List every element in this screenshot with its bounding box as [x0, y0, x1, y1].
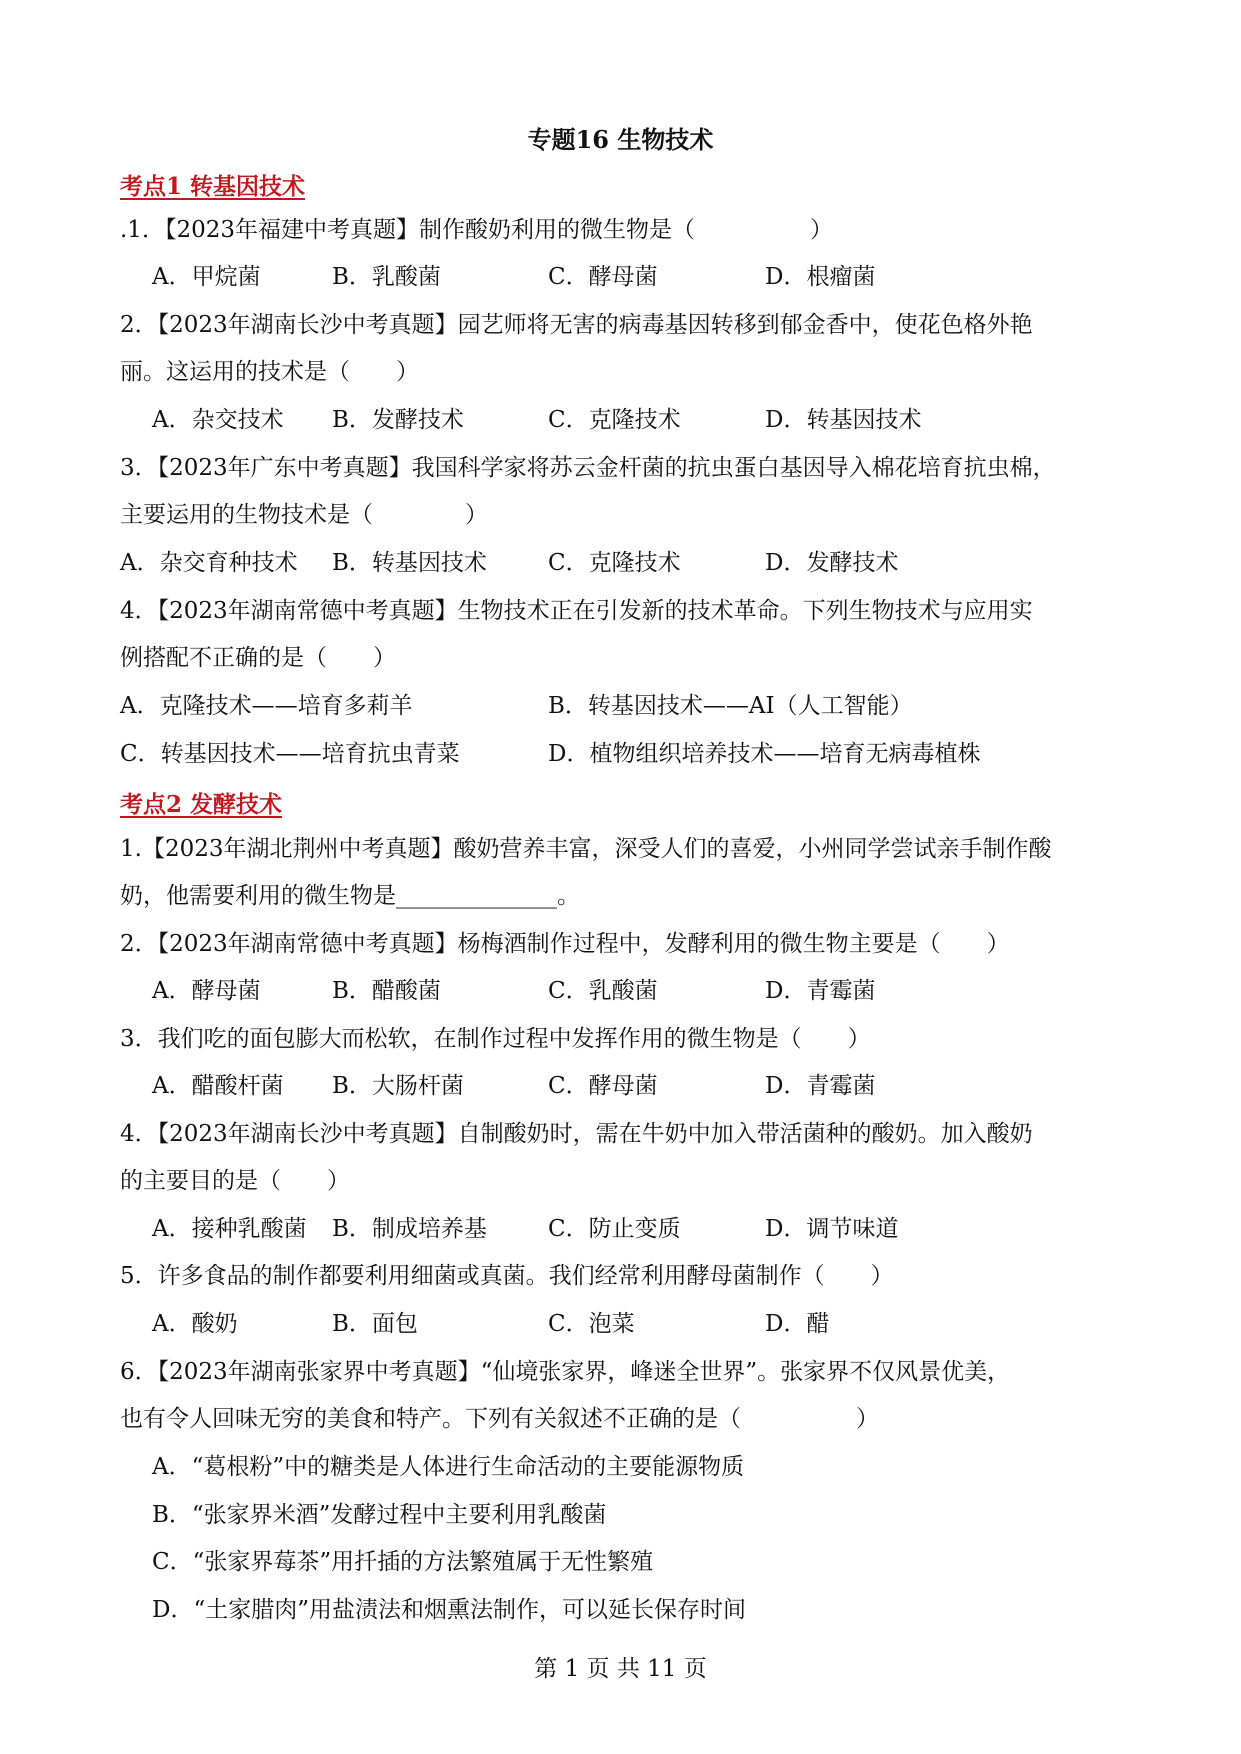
option-a: A．酸奶: [152, 1311, 238, 1337]
option-c: C．克隆技术: [548, 550, 681, 576]
option-a: A．克隆技术——培育多莉羊: [120, 693, 413, 719]
option-b: B．大肠杆菌: [332, 1073, 464, 1099]
option-a: A．杂交技术: [152, 407, 284, 433]
option-c: C．泡菜: [548, 1311, 635, 1337]
question-text: 主要运用的生物技术是（ ）: [120, 502, 488, 528]
option-d: D．转基因技术: [765, 407, 922, 433]
option-b: B．发酵技术: [332, 407, 464, 433]
page-number: 第 1 页 共 11 页: [534, 1656, 707, 1682]
option-c: C．“张家界莓茶”用扦插的方法繁殖属于无性繁殖: [152, 1549, 654, 1575]
option-b: B．转基因技术——AI（人工智能）: [548, 693, 913, 719]
question-text: .1．【2023年福建中考真题】制作酸奶利用的微生物是（ ）: [120, 217, 833, 243]
option-d: D．“土家腊肉”用盐渍法和烟熏法制作，可以延长保存时间: [152, 1597, 746, 1623]
question-text: 5．许多食品的制作都要利用细菌或真菌。我们经常利用酵母菌制作（ ）: [120, 1263, 894, 1289]
question-text: 丽。这运用的技术是（ ）: [120, 359, 419, 385]
question-text: 6．【2023年湖南张家界中考真题】“仙境张家界，峰迷全世界”。张家界不仅风景优美，: [120, 1359, 1011, 1385]
option-a: A．杂交育种技术: [120, 550, 298, 576]
question-text: 也有令人回味无穷的美食和特产。下列有关叙述不正确的是（ ）: [120, 1406, 879, 1432]
option-b: B．乳酸菌: [332, 264, 441, 290]
option-c: C．克隆技术: [548, 407, 681, 433]
option-b: B．制成培养基: [332, 1216, 487, 1242]
option-a: A．酵母菌: [152, 978, 261, 1004]
option-a: A．甲烷菌: [152, 264, 261, 290]
option-c: C．转基因技术——培育抗虫青菜: [120, 741, 460, 767]
question-text: 2．【2023年湖南长沙中考真题】园艺师将无害的病毒基因转移到郁金香中，使花色格外艳: [120, 312, 1033, 338]
option-d: D．植物组织培养技术——培育无病毒植株: [548, 741, 981, 767]
option-b: B．面包: [332, 1311, 418, 1337]
option-d: D．醋: [765, 1311, 830, 1337]
option-a: A．“葛根粉”中的糖类是人体进行生命活动的主要能源物质: [152, 1454, 745, 1480]
option-d: D．调节味道: [765, 1216, 899, 1242]
option-a: A．接种乳酸菌: [152, 1216, 307, 1242]
option-d: D．青霉菌: [765, 1073, 876, 1099]
question-text: 1.【2023年湖北荆州中考真题】酸奶营养丰富，深受人们的喜爱，小州同学尝试亲手制作酸: [120, 836, 1052, 862]
option-d: D．青霉菌: [765, 978, 876, 1004]
question-text: 4．【2023年湖南长沙中考真题】自制酸奶时，需在牛奶中加入带活菌种的酸奶。加入酸奶: [120, 1121, 1033, 1147]
option-c: C．酵母菌: [548, 264, 658, 290]
question-text: 的主要目的是（ ）: [120, 1168, 350, 1194]
option-d: D．根瘤菌: [765, 264, 876, 290]
option-c: C．乳酸菌: [548, 978, 658, 1004]
question-text: 4．【2023年湖南常德中考真题】生物技术正在引发新的技术革命。下列生物技术与应用实: [120, 598, 1033, 624]
question-text: 2．【2023年湖南常德中考真题】杨梅酒制作过程中，发酵利用的微生物主要是（ ）: [120, 931, 1010, 957]
option-b: B．转基因技术: [332, 550, 487, 576]
section-heading-2: 考点2 发酵技术: [120, 791, 283, 818]
question-text: 例搭配不正确的是（ ）: [120, 645, 396, 671]
section-heading-1: 考点1 转基因技术: [120, 173, 306, 200]
option-b: B．醋酸菌: [332, 978, 441, 1004]
option-a: A．醋酸杆菌: [152, 1073, 284, 1099]
page-title: 专题16 生物技术: [527, 125, 714, 154]
option-d: D．发酵技术: [765, 550, 899, 576]
question-text: 奶，他需要利用的微生物是______________。: [120, 883, 580, 909]
option-c: C．酵母菌: [548, 1073, 658, 1099]
question-text: 3．【2023年广东中考真题】我国科学家将苏云金杆菌的抗虫蛋白基因导入棉花培育抗虫棉，: [120, 455, 1056, 481]
question-text: 3．我们吃的面包膨大而松软，在制作过程中发挥作用的微生物是（ ）: [120, 1026, 871, 1052]
option-c: C．防止变质: [548, 1216, 681, 1242]
option-b: B．“张家界米酒”发酵过程中主要利用乳酸菌: [152, 1502, 607, 1528]
